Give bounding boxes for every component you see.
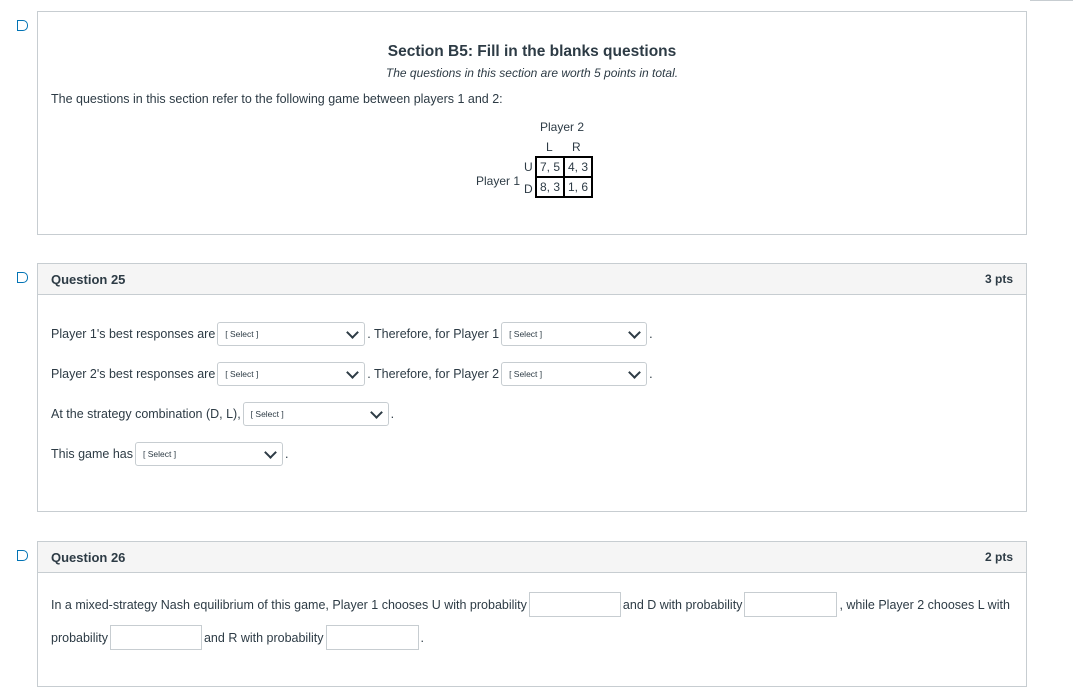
section-panel: [37, 11, 1027, 235]
line-text: Player 1's best responses are: [51, 327, 216, 341]
line-end: .: [649, 327, 653, 341]
question-header: [38, 264, 1026, 295]
payoff-cell: 8, 3: [537, 178, 563, 196]
payoff-cell: 1, 6: [565, 178, 591, 196]
chevron-down-icon: [346, 326, 359, 339]
select-dropdown[interactable]: [501, 322, 647, 346]
chevron-down-icon: [264, 446, 277, 459]
question-25-panel: [37, 263, 1027, 512]
flag-icon[interactable]: [17, 550, 28, 561]
question-title: Question 26: [51, 549, 126, 565]
line-text: This game has: [51, 447, 133, 461]
player1-label: Player 1: [476, 174, 521, 188]
question-points: 3 pts: [984, 272, 1013, 286]
chevron-down-icon: [370, 406, 383, 419]
line-end: .: [649, 367, 653, 381]
line-end: .: [284, 447, 289, 461]
top-divider: [1030, 0, 1073, 1]
question-header: [38, 542, 1026, 573]
line-text: In a mixed-strategy Nash equilibrium of this game, Player 1 chooses U with probability: [51, 597, 527, 612]
line-text: . Therefore, for Player 1: [367, 327, 500, 341]
line-text: , while Player 2 chooses L with: [839, 597, 1010, 612]
col-label-l: L: [546, 140, 553, 154]
select-placeholder: [ Select ]: [225, 329, 259, 339]
section-intro: The questions in this section refer to the following game between players 1 and 2:: [51, 92, 503, 106]
payoff-cell: 4, 3: [565, 158, 591, 176]
line-text: and R with probability: [203, 630, 324, 645]
row-label-u: U: [524, 160, 533, 174]
select-dropdown[interactable]: [217, 362, 365, 386]
flag-icon[interactable]: [17, 272, 28, 283]
probability-input[interactable]: [744, 592, 837, 617]
select-dropdown[interactable]: [135, 442, 283, 466]
question-points: 2 pts: [984, 550, 1013, 564]
payoff-matrix: [535, 156, 593, 198]
q26-line-2: [51, 625, 424, 650]
select-placeholder: [ Select ]: [250, 409, 284, 419]
probability-input[interactable]: [529, 592, 621, 617]
line-text: . Therefore, for Player 2: [367, 367, 500, 381]
q25-line-4: [51, 442, 288, 466]
flag-icon[interactable]: [17, 20, 28, 31]
select-placeholder: [ Select ]: [225, 369, 259, 379]
select-placeholder: [ Select ]: [509, 329, 543, 339]
select-placeholder: [ Select ]: [142, 449, 177, 459]
section-subtitle: The questions in this section are worth 5 points in total.: [385, 66, 679, 80]
q25-line-3: [51, 402, 394, 426]
select-dropdown[interactable]: [501, 362, 647, 386]
select-dropdown[interactable]: [217, 322, 365, 346]
chevron-down-icon: [628, 326, 641, 339]
line-end: .: [390, 407, 395, 421]
select-dropdown[interactable]: [243, 402, 389, 426]
line-text: Player 2's best responses are: [51, 367, 216, 381]
line-end: .: [420, 630, 424, 645]
q26-line-1: [51, 592, 1010, 617]
probability-input[interactable]: [326, 625, 419, 650]
question-26-panel: [37, 541, 1027, 687]
chevron-down-icon: [346, 366, 359, 379]
payoff-cell: 7, 5: [537, 158, 563, 176]
section-title: Section B5: Fill in the blanks questions: [387, 43, 677, 60]
player2-label: Player 2: [540, 120, 585, 134]
row-label-d: D: [524, 182, 533, 196]
col-label-r: R: [572, 140, 581, 154]
select-placeholder: [ Select ]: [509, 369, 543, 379]
q25-line-2: [51, 362, 653, 386]
line-text: probability: [51, 630, 108, 645]
line-text: At the strategy combination (D, L),: [51, 407, 241, 421]
probability-input[interactable]: [110, 625, 202, 650]
question-title: Question 25: [51, 271, 126, 287]
line-text: and D with probability: [622, 597, 743, 612]
chevron-down-icon: [628, 366, 641, 379]
q25-line-1: [51, 322, 653, 346]
